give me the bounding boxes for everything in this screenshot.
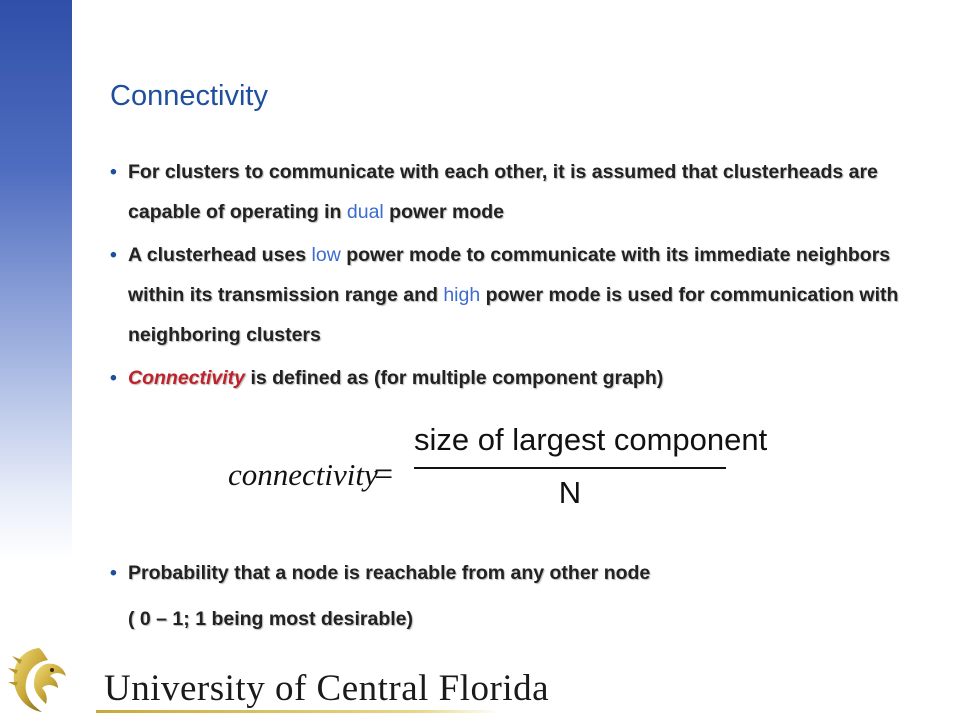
formula-lhs: connectivity — [228, 457, 378, 492]
bullet-dot-icon: • — [110, 367, 117, 389]
pegasus-logo-icon — [6, 642, 72, 716]
highlight-low: low — [311, 244, 341, 266]
bullet-item-probability — [108, 553, 918, 639]
university-wordmark: University of Central Florida — [104, 668, 550, 709]
fraction-bar — [414, 467, 726, 469]
bullet-item-definition — [108, 358, 918, 398]
bullet-text: For clusters to communicate with each other, it is assumed that clusterheads are capable of operating in — [128, 161, 878, 223]
sidebar-gradient — [0, 0, 72, 560]
bullet-text: is defined as (for multiple component graph) — [245, 367, 664, 389]
bullet-list — [108, 152, 918, 398]
bullet-item-power-modes — [108, 235, 918, 355]
term-connectivity: Connectivity — [128, 367, 246, 389]
bullet-continuation — [108, 599, 918, 639]
bullet-text: ( 0 – 1; 1 being most desirable) — [128, 608, 413, 630]
bullet-item-dual-power — [108, 152, 918, 232]
bullet-line — [108, 553, 918, 593]
footer-gold-rule — [96, 710, 500, 713]
slide-title: Connectivity — [110, 80, 268, 112]
bullet-text: power mode — [383, 201, 505, 223]
formula-numerator: size of largest component — [414, 422, 768, 457]
formula-equals: = — [374, 456, 394, 493]
formula-denominator: N — [558, 475, 582, 510]
bullet-text: power mode to communicate with its immediate neighbors within its transmission range and — [128, 244, 891, 306]
bullet-dot-icon: • — [110, 244, 117, 266]
bullet-text: A clusterhead uses — [128, 244, 312, 266]
highlight-high: high — [443, 284, 481, 306]
bullet-text: power mode is used for communication with neighboring clusters — [128, 284, 899, 346]
bullet-dot-icon: • — [110, 562, 117, 584]
bullet-text: Probability that a node is reachable from any other node — [128, 562, 651, 584]
bullet-dot-icon: • — [110, 161, 117, 183]
highlight-dual: dual — [346, 201, 384, 223]
